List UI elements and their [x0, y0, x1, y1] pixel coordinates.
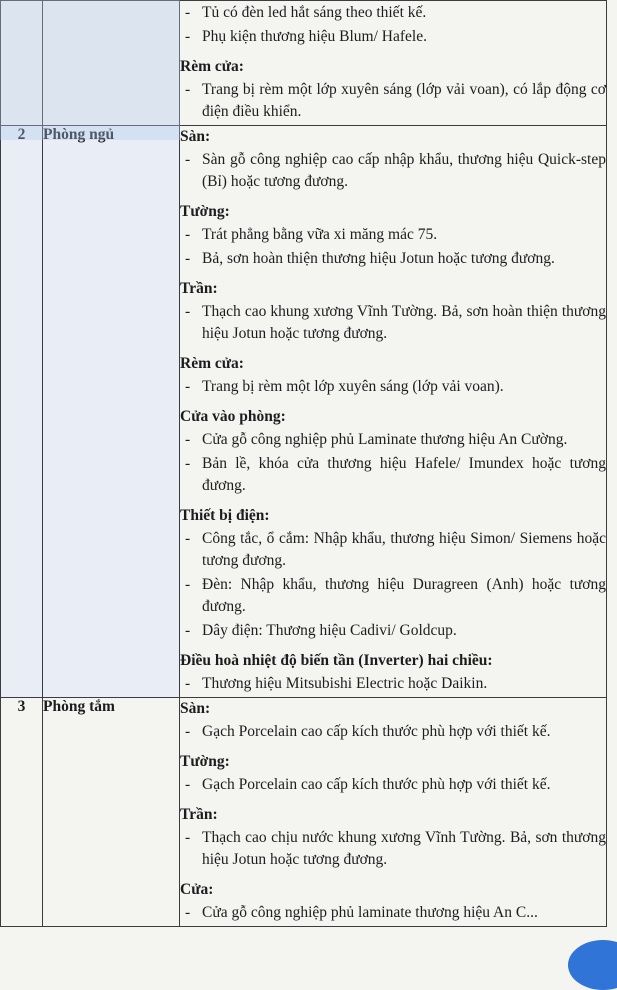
spec-section	[180, 2, 606, 48]
spec-item: - Cửa gỗ công nghiệp phủ Laminate thương hiệu An Cường.	[180, 429, 606, 451]
section-heading: Cửa:	[180, 881, 214, 898]
spec-item: - Phụ kiện thương hiệu Blum/ Hafele.	[180, 26, 606, 48]
section-heading: Rèm cửa:	[180, 58, 244, 75]
row-number: 3	[1, 698, 43, 927]
section-heading: Tường:	[180, 753, 230, 770]
spec-item: - Trang bị rèm một lớp xuyên sáng (lớp vải voan), có lắp động cơ điện điều khiển.	[180, 79, 606, 123]
row-number	[1, 1, 43, 126]
spec-section	[180, 353, 606, 398]
spec-item: - Dây điện: Thương hiệu Cadivi/ Goldcup.	[180, 620, 606, 642]
section-heading: Sàn:	[180, 700, 211, 717]
specification-table-body	[1, 1, 607, 927]
spec-item: - Cửa gỗ công nghiệp phủ laminate thương hiệu An C...	[180, 902, 606, 924]
spec-item: - Công tắc, ổ cắm: Nhập khẩu, thương hiệu Simon/ Siemens hoặc tương đương.	[180, 528, 606, 572]
spec-item: - Bả, sơn hoàn thiện thương hiệu Jotun hoặc tương đương.	[180, 248, 606, 270]
spec-section	[180, 278, 606, 345]
spec-item: - Thạch cao khung xương Vĩnh Tường. Bả, sơn hoàn thiện thương hiệu Jotun hoặc tương đương.	[180, 301, 606, 345]
spec-section	[180, 406, 606, 497]
room-name: Phòng tắm	[43, 698, 180, 927]
spec-item: - Trang bị rèm một lớp xuyên sáng (lớp vải voan).	[180, 376, 606, 398]
section-heading: Rèm cửa:	[180, 355, 244, 372]
spec-item: - Trát phẳng bằng vữa xi măng mác 75.	[180, 224, 606, 246]
spec-item: - Bản lề, khóa cửa thương hiệu Hafele/ Imundex hoặc tương đương.	[180, 453, 606, 497]
spec-section	[180, 650, 606, 695]
spec-section	[180, 804, 606, 871]
spec-item: - Sàn gỗ công nghiệp cao cấp nhập khẩu, thương hiệu Quick-step (Bỉ) hoặc tương đương.	[180, 149, 606, 193]
table-row	[1, 698, 607, 927]
row-number: 2	[1, 126, 43, 698]
floating-action-button[interactable]	[568, 940, 617, 990]
spec-section	[180, 505, 606, 642]
room-name: Phòng ngủ	[43, 126, 180, 698]
spec-item: - Gạch Porcelain cao cấp kích thước phù hợp với thiết kế.	[180, 774, 606, 796]
spec-section	[180, 126, 606, 193]
room-specification	[180, 126, 607, 698]
spec-item: - Thương hiệu Mitsubishi Electric hoặc Daikin.	[180, 673, 606, 695]
section-heading: Tường:	[180, 203, 230, 220]
room-specification	[180, 698, 607, 927]
section-heading: Cửa vào phòng:	[180, 408, 286, 425]
section-heading: Trần:	[180, 806, 218, 823]
table-row	[1, 126, 607, 698]
room-name	[43, 1, 180, 126]
section-heading: Trần:	[180, 280, 218, 297]
section-heading: Sàn:	[180, 128, 211, 145]
spec-section	[180, 201, 606, 270]
room-specification	[180, 1, 607, 126]
spec-item: - Thạch cao chịu nước khung xương Vĩnh Tường. Bả, sơn thương hiệu Jotun hoặc tương đương.	[180, 827, 606, 871]
table-row	[1, 1, 607, 126]
section-heading: Thiết bị điện:	[180, 507, 270, 524]
spec-item: - Gạch Porcelain cao cấp kích thước phù hợp với thiết kế.	[180, 721, 606, 743]
spec-section	[180, 698, 606, 743]
spec-section	[180, 879, 606, 924]
spec-item: - Đèn: Nhập khẩu, thương hiệu Duragreen (Anh) hoặc tương đương.	[180, 574, 606, 618]
spec-section	[180, 56, 606, 123]
spec-section	[180, 751, 606, 796]
section-heading: Điều hoà nhiệt độ biến tần (Inverter) hai chiều:	[180, 652, 493, 669]
spec-item: - Tủ có đèn led hắt sáng theo thiết kế.	[180, 2, 606, 24]
